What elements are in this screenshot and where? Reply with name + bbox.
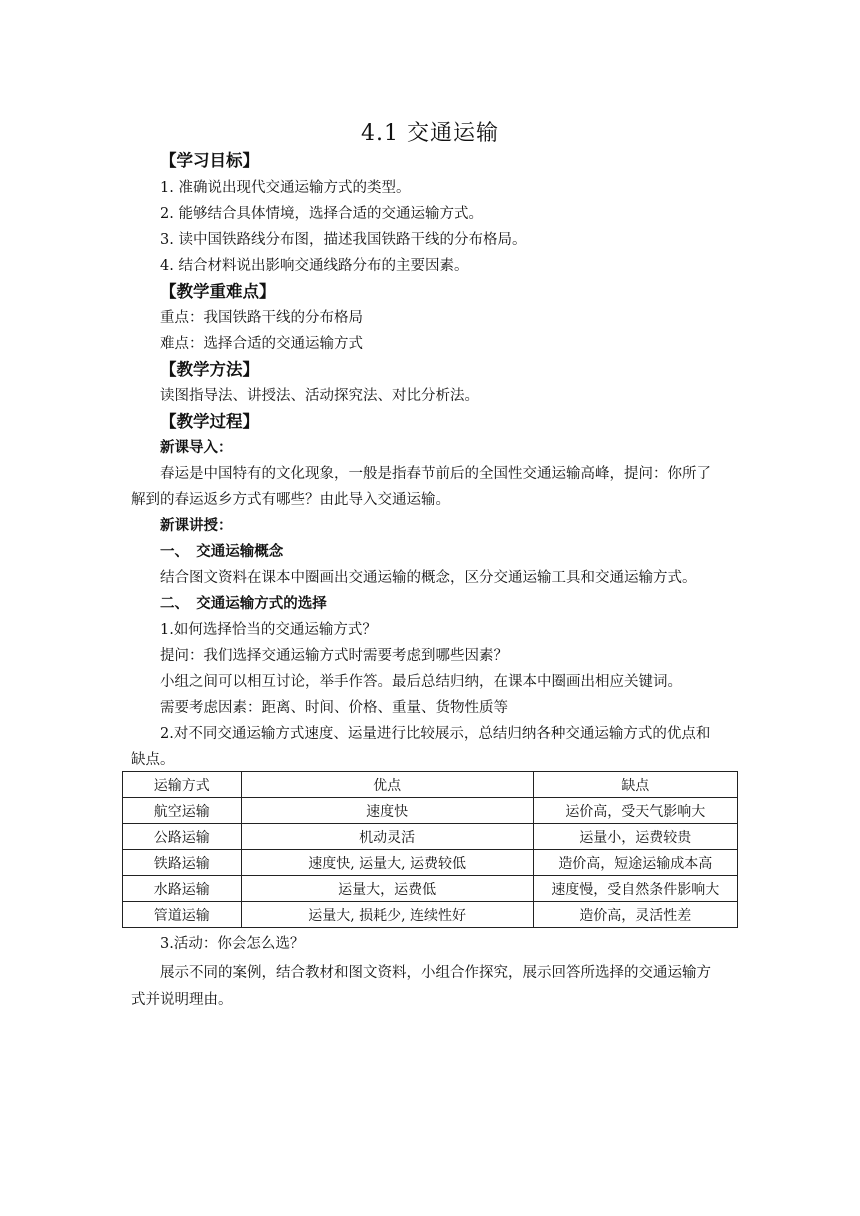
- intro-heading: 新课导入：: [160, 439, 233, 456]
- objective-item: 4. 结合材料说出影响交通线路分布的主要因素。: [160, 258, 469, 274]
- table-cell: 管道运输: [123, 902, 242, 928]
- table-cell: 机动灵活: [241, 824, 533, 850]
- table-row: [123, 850, 738, 876]
- objectives-heading: 【学习目标】: [160, 151, 259, 170]
- intro-text: 解到的春运返乡方式有哪些？由此导入交通运输。: [131, 492, 450, 508]
- transport-comparison-table: [122, 771, 738, 928]
- methods-heading: 【教学方法】: [160, 360, 259, 379]
- section2-heading: 二、 交通运输方式的选择: [160, 595, 327, 612]
- section1-text: 结合图文资料在课本中圈画出交通运输的概念，区分交通运输工具和交通运输方式。: [160, 570, 697, 586]
- methods-text: 读图指导法、讲授法、活动探究法、对比分析法。: [160, 388, 479, 404]
- question-1: 1.如何选择恰当的交通运输方式？: [160, 622, 377, 638]
- table-cell: 运量大, 损耗少, 连续性好: [241, 902, 533, 928]
- question-2-cont: 缺点。: [131, 752, 175, 768]
- table-row: [123, 876, 738, 902]
- objective-item: 1. 准确说出现代交通运输方式的类型。: [160, 180, 411, 196]
- table-cell: 航空运输: [123, 798, 242, 824]
- discuss-text: 小组之间可以相互讨论，举手作答。最后总结归纳，在课本中圈画出相应关键词。: [160, 674, 682, 690]
- table-row: [123, 902, 738, 928]
- table-row: [123, 798, 738, 824]
- table-cell: 公路运输: [123, 824, 242, 850]
- table-header-row: [123, 772, 738, 798]
- difficult-point: 难点：选择合适的交通运输方式: [160, 336, 363, 352]
- table-cell: 造价高，灵活性差: [533, 902, 737, 928]
- question-3-text-cont: 式并说明理由。: [131, 992, 233, 1008]
- table-header-cell: 运输方式: [123, 772, 242, 798]
- objective-item: 3. 读中国铁路线分布图，描述我国铁路干线的分布格局。: [160, 232, 527, 248]
- key-point: 重点：我国铁路干线的分布格局: [160, 310, 363, 326]
- ask-text: 提问：我们选择交通运输方式时需要考虑到哪些因素？: [160, 648, 508, 664]
- question-2: 2.对不同交通运输方式速度、运量进行比较展示，总结归纳各种交通运输方式的优点和: [160, 726, 711, 742]
- lecture-heading: 新课讲授：: [160, 517, 233, 534]
- key-points-heading: 【教学重难点】: [160, 282, 276, 301]
- table-cell: 速度快: [241, 798, 533, 824]
- table-header-cell: 优点: [241, 772, 533, 798]
- table-cell: 水路运输: [123, 876, 242, 902]
- question-3: 3.活动：你会怎么选？: [160, 936, 305, 952]
- table-cell: 铁路运输: [123, 850, 242, 876]
- process-heading: 【教学过程】: [160, 412, 259, 431]
- table-cell: 运量小，运费较贵: [533, 824, 737, 850]
- factors-text: 需要考虑因素：距离、时间、价格、重量、货物性质等: [160, 700, 508, 716]
- table-cell: 造价高，短途运输成本高: [533, 850, 737, 876]
- intro-text: 春运是中国特有的文化现象，一般是指春节前后的全国性交通运输高峰，提问：你所了: [160, 466, 711, 482]
- table-row: [123, 824, 738, 850]
- table-cell: 速度快, 运量大, 运费较低: [241, 850, 533, 876]
- table-cell: 运价高，受天气影响大: [533, 798, 737, 824]
- table-cell: 速度慢，受自然条件影响大: [533, 876, 737, 902]
- table-header-cell: 缺点: [533, 772, 737, 798]
- table-cell: 运量大，运费低: [241, 876, 533, 902]
- section1-heading: 一、 交通运输概念: [160, 543, 284, 560]
- document-title: 4.1 交通运输: [361, 121, 499, 146]
- question-3-text: 展示不同的案例，结合教材和图文资料，小组合作探究，展示回答所选择的交通运输方: [160, 965, 711, 981]
- objective-item: 2. 能够结合具体情境，选择合适的交通运输方式。: [160, 206, 483, 222]
